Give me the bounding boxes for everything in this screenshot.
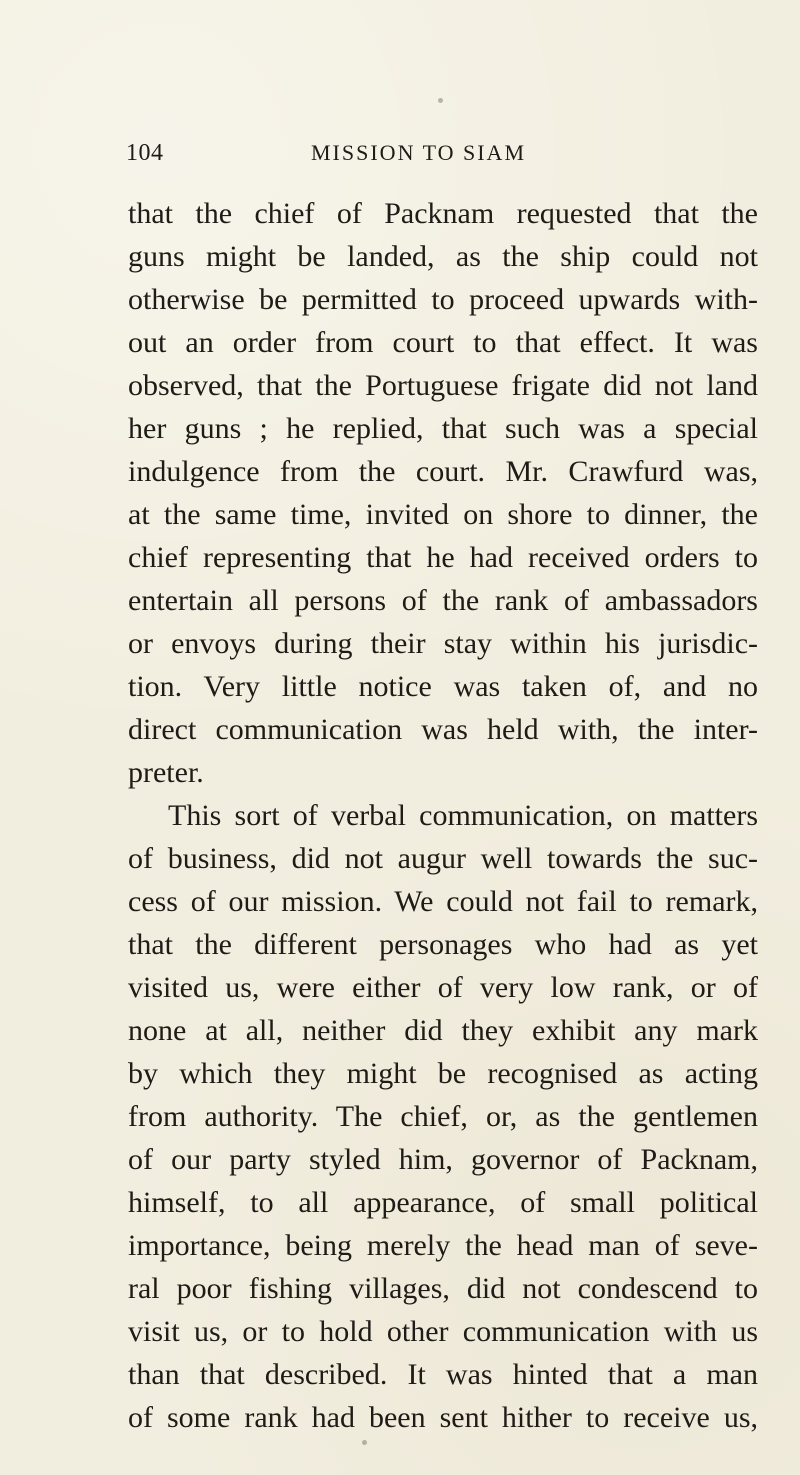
text-line: or envoys during their stay within his jurisdic- bbox=[128, 627, 758, 660]
text-line: of business, did not augur well towards the suc- bbox=[128, 842, 758, 875]
text-line: guns might be landed, as the ship could not bbox=[128, 240, 758, 273]
text-line: preter. bbox=[128, 756, 204, 789]
text-line: her guns ; he replied, that such was a special bbox=[128, 412, 758, 445]
text-line: of some rank had been sent hither to receive us, bbox=[128, 1401, 758, 1434]
body-text bbox=[128, 192, 758, 1439]
text-line: otherwise be permitted to proceed upwards with- bbox=[128, 283, 758, 316]
text-line: himself, to all appearance, of small political bbox=[128, 1186, 758, 1219]
text-line: that the different personages who had as yet bbox=[128, 928, 758, 961]
text-line: that the chief of Packnam requested that the bbox=[128, 197, 758, 230]
text-line: out an order from court to that effect. It was bbox=[128, 326, 758, 359]
text-line: direct communication was held with, the inter- bbox=[128, 713, 758, 746]
text-line: This sort of verbal communication, on matters bbox=[168, 799, 758, 832]
text-line: tion. Very little notice was taken of, and no bbox=[128, 670, 758, 703]
text-line: none at all, neither did they exhibit any mark bbox=[128, 1014, 758, 1047]
text-line: ral poor fishing villages, did not condescend to bbox=[128, 1272, 758, 1305]
text-line: indulgence from the court. Mr. Crawfurd was, bbox=[128, 455, 758, 488]
page-header bbox=[126, 140, 666, 170]
text-line: chief representing that he had received orders to bbox=[128, 541, 758, 574]
text-line: entertain all persons of the rank of ambassadors bbox=[128, 584, 758, 617]
text-line: by which they might be recognised as acting bbox=[128, 1057, 758, 1090]
text-line: of our party styled him, governor of Packnam, bbox=[128, 1143, 758, 1176]
running-head: MISSION TO SIAM bbox=[311, 140, 527, 165]
text-line: visit us, or to hold other communication with us bbox=[128, 1315, 758, 1348]
text-line: cess of our mission. We could not fail to remark, bbox=[128, 885, 758, 918]
page-number: 104 bbox=[126, 140, 164, 166]
text-line: visited us, were either of very low rank, or of bbox=[128, 971, 758, 1004]
text-line: importance, being merely the head man of seve- bbox=[128, 1229, 758, 1262]
text-line: than that described. It was hinted that a man bbox=[128, 1358, 758, 1391]
paper-speck bbox=[362, 1440, 367, 1445]
text-line: at the same time, invited on shore to dinner, the bbox=[128, 498, 758, 531]
text-line: observed, that the Portuguese frigate did not land bbox=[128, 369, 758, 402]
text-line: from authority. The chief, or, as the gentlemen bbox=[128, 1100, 758, 1133]
paper-speck bbox=[438, 98, 443, 103]
